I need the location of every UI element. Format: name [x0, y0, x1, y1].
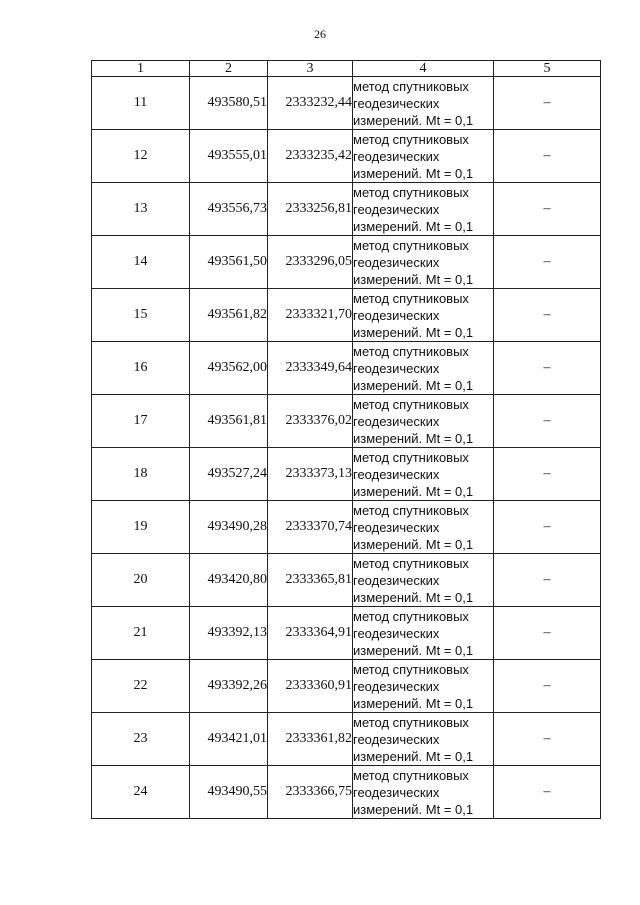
method-line: измерений. Mt = 0,1: [353, 642, 474, 658]
method-cell: [353, 713, 494, 766]
y-coordinate-cell: 2333364,91: [268, 607, 353, 660]
method-cell: [353, 766, 494, 819]
point-number-cell: 11: [92, 77, 190, 130]
y-coordinate-cell: 2333321,70: [268, 289, 353, 342]
x-coordinate-cell: 493490,55: [190, 766, 268, 819]
table-row: [92, 130, 601, 183]
method-line: геодезических: [353, 678, 440, 694]
point-number-cell: 15: [92, 289, 190, 342]
method-line: метод спутниковых: [353, 661, 469, 677]
coordinates-table: [91, 60, 601, 819]
y-coordinate-cell: 2333296,05: [268, 236, 353, 289]
note-cell: –: [494, 236, 601, 289]
x-coordinate-cell: 493421,01: [190, 713, 268, 766]
y-coordinate-cell: 2333361,82: [268, 713, 353, 766]
x-coordinate-cell: 493561,81: [190, 395, 268, 448]
method-line: метод спутниковых: [353, 502, 469, 518]
header-cell-3: 3: [268, 61, 353, 77]
y-coordinate-cell: 2333370,74: [268, 501, 353, 554]
method-line: геодезических: [353, 413, 440, 429]
note-cell: –: [494, 130, 601, 183]
table-row: [92, 607, 601, 660]
method-line: метод спутниковых: [353, 184, 469, 200]
method-cell: [353, 554, 494, 607]
point-number-cell: 20: [92, 554, 190, 607]
method-cell: [353, 130, 494, 183]
x-coordinate-cell: 493580,51: [190, 77, 268, 130]
table-row: [92, 289, 601, 342]
method-line: геодезических: [353, 360, 440, 376]
method-cell: [353, 660, 494, 713]
point-number-cell: 13: [92, 183, 190, 236]
method-cell: [353, 607, 494, 660]
header-cell-1: 1: [92, 61, 190, 77]
x-coordinate-cell: 493561,50: [190, 236, 268, 289]
method-line: геодезических: [353, 201, 440, 217]
table-row: [92, 554, 601, 607]
table-row: [92, 395, 601, 448]
note-cell: –: [494, 448, 601, 501]
method-line: измерений. Mt = 0,1: [353, 748, 474, 764]
method-line: измерений. Mt = 0,1: [353, 483, 474, 499]
method-line: геодезических: [353, 307, 440, 323]
note-cell: –: [494, 501, 601, 554]
y-coordinate-cell: 2333232,44: [268, 77, 353, 130]
header-cell-2: 2: [190, 61, 268, 77]
page-number: 26: [314, 27, 326, 41]
point-number-cell: 17: [92, 395, 190, 448]
method-line: геодезических: [353, 625, 440, 641]
method-line: метод спутниковых: [353, 78, 469, 94]
y-coordinate-cell: 2333349,64: [268, 342, 353, 395]
method-line: геодезических: [353, 572, 440, 588]
point-number-cell: 18: [92, 448, 190, 501]
method-cell: [353, 448, 494, 501]
method-line: измерений. Mt = 0,1: [353, 695, 474, 711]
note-cell: –: [494, 713, 601, 766]
method-line: измерений. Mt = 0,1: [353, 536, 474, 552]
note-cell: –: [494, 77, 601, 130]
note-cell: –: [494, 342, 601, 395]
x-coordinate-cell: 493392,26: [190, 660, 268, 713]
point-number-cell: 24: [92, 766, 190, 819]
point-number-cell: 22: [92, 660, 190, 713]
method-line: метод спутниковых: [353, 767, 469, 783]
x-coordinate-cell: 493562,00: [190, 342, 268, 395]
table-row: [92, 448, 601, 501]
method-line: измерений. Mt = 0,1: [353, 271, 474, 287]
table-row: [92, 236, 601, 289]
note-cell: –: [494, 607, 601, 660]
method-cell: [353, 501, 494, 554]
note-cell: –: [494, 554, 601, 607]
y-coordinate-cell: 2333366,75: [268, 766, 353, 819]
point-number-cell: 23: [92, 713, 190, 766]
method-line: геодезических: [353, 148, 440, 164]
method-line: геодезических: [353, 519, 440, 535]
point-number-cell: 16: [92, 342, 190, 395]
x-coordinate-cell: 493561,82: [190, 289, 268, 342]
method-line: геодезических: [353, 95, 440, 111]
note-cell: –: [494, 289, 601, 342]
method-line: измерений. Mt = 0,1: [353, 377, 474, 393]
method-line: метод спутниковых: [353, 290, 469, 306]
method-cell: [353, 77, 494, 130]
table-row: [92, 766, 601, 819]
table-row: [92, 713, 601, 766]
method-line: геодезических: [353, 254, 440, 270]
method-cell: [353, 395, 494, 448]
header-cell-5: 5: [494, 61, 601, 77]
method-line: измерений. Mt = 0,1: [353, 324, 474, 340]
note-cell: –: [494, 660, 601, 713]
method-cell: [353, 236, 494, 289]
x-coordinate-cell: 493527,24: [190, 448, 268, 501]
x-coordinate-cell: 493556,73: [190, 183, 268, 236]
note-cell: –: [494, 395, 601, 448]
method-line: измерений. Mt = 0,1: [353, 165, 474, 181]
method-line: метод спутниковых: [353, 131, 469, 147]
method-line: метод спутниковых: [353, 555, 469, 571]
point-number-cell: 12: [92, 130, 190, 183]
method-line: геодезических: [353, 731, 440, 747]
method-line: метод спутниковых: [353, 396, 469, 412]
method-cell: [353, 289, 494, 342]
table-header-row: [92, 61, 601, 77]
x-coordinate-cell: 493555,01: [190, 130, 268, 183]
table-row: [92, 77, 601, 130]
y-coordinate-cell: 2333373,13: [268, 448, 353, 501]
method-line: метод спутниковых: [353, 343, 469, 359]
y-coordinate-cell: 2333235,42: [268, 130, 353, 183]
point-number-cell: 21: [92, 607, 190, 660]
method-line: метод спутниковых: [353, 714, 469, 730]
header-cell-4: 4: [353, 61, 494, 77]
x-coordinate-cell: 493392,13: [190, 607, 268, 660]
method-line: метод спутниковых: [353, 449, 469, 465]
table-row: [92, 501, 601, 554]
method-line: геодезических: [353, 784, 440, 800]
method-line: измерений. Mt = 0,1: [353, 801, 474, 817]
note-cell: –: [494, 766, 601, 819]
method-line: геодезических: [353, 466, 440, 482]
method-line: измерений. Mt = 0,1: [353, 430, 474, 446]
method-line: измерений. Mt = 0,1: [353, 112, 474, 128]
table-row: [92, 183, 601, 236]
method-line: метод спутниковых: [353, 608, 469, 624]
x-coordinate-cell: 493490,28: [190, 501, 268, 554]
y-coordinate-cell: 2333376,02: [268, 395, 353, 448]
method-line: измерений. Mt = 0,1: [353, 218, 474, 234]
point-number-cell: 19: [92, 501, 190, 554]
method-cell: [353, 183, 494, 236]
note-cell: –: [494, 183, 601, 236]
table-row: [92, 342, 601, 395]
y-coordinate-cell: 2333360,91: [268, 660, 353, 713]
x-coordinate-cell: 493420,80: [190, 554, 268, 607]
table-row: [92, 660, 601, 713]
method-cell: [353, 342, 494, 395]
method-line: метод спутниковых: [353, 237, 469, 253]
y-coordinate-cell: 2333256,81: [268, 183, 353, 236]
y-coordinate-cell: 2333365,81: [268, 554, 353, 607]
point-number-cell: 14: [92, 236, 190, 289]
method-line: измерений. Mt = 0,1: [353, 589, 474, 605]
